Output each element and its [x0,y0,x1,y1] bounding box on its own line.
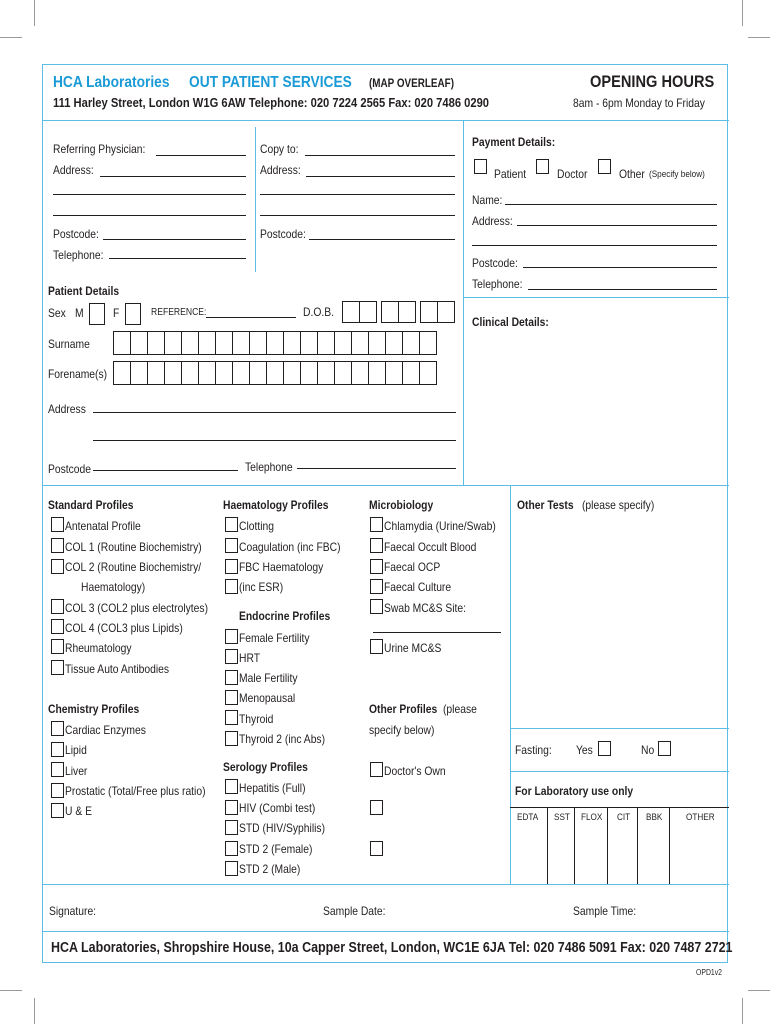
payment-patient-label: Patient [494,167,527,181]
sex-female-label: F [113,306,120,320]
haematology-item: Clotting [239,519,274,533]
referring-physician-field[interactable] [156,155,246,156]
payment-other-checkbox[interactable] [598,159,611,174]
swab-site-field[interactable] [373,632,501,633]
payment-telephone-field[interactable] [528,289,717,290]
standard-item: COL 4 (COL3 plus Lipids) [65,621,183,635]
letter-box[interactable] [215,361,233,385]
referrer-address-label: Address: [53,163,94,177]
copy-address-field-3[interactable] [260,215,455,216]
standard-item: Haematology) [81,580,146,594]
crop-mark [34,0,35,26]
sex-male-label: M [75,306,84,320]
letter-box[interactable] [351,331,369,355]
checkbox[interactable] [370,639,383,654]
lab-col-divider [607,808,608,884]
other-profiles-note: (please [443,702,477,716]
referring-physician-label: Referring Physician: [53,142,146,156]
patient-details-title: Patient Details [48,284,120,298]
clinical-title: Clinical Details: [472,315,549,329]
lab-col-divider [669,808,670,884]
payment-other-note: (Specify below) [649,169,705,180]
patient-telephone-label: Telephone [245,460,293,474]
letter-box[interactable] [266,361,284,385]
payment-name-field[interactable] [505,204,717,205]
microbiology-item: Faecal Occult Blood [384,540,477,554]
letter-box[interactable] [249,361,267,385]
chemistry-item: Liver [65,764,88,778]
microbiology-item: Faecal OCP [384,560,441,574]
letter-box[interactable] [198,361,216,385]
doctors-own-label: Doctor's Own [384,764,446,778]
patient-address-field[interactable] [93,412,456,413]
fasting-no-label: No [641,743,655,757]
payment-address-label: Address: [472,214,513,228]
checkbox[interactable] [225,820,238,835]
checkbox[interactable] [225,559,238,574]
microbiology-title: Microbiology [369,498,434,512]
fasting-yes-label: Yes [576,743,593,757]
lab-col-cit: CIT [617,812,631,823]
serology-profiles-title: Serology Profiles [223,760,308,774]
checkbox[interactable] [225,710,238,725]
serology-item: HIV (Combi test) [239,801,316,815]
letter-box[interactable] [164,361,182,385]
crop-mark [34,998,35,1024]
checkbox[interactable] [51,599,64,614]
microbiology-item: Faecal Culture [384,580,452,594]
lab-col-divider [547,808,548,884]
letter-box[interactable] [368,361,386,385]
endocrine-profiles-title: Endocrine Profiles [239,609,331,623]
letter-box[interactable] [266,331,284,355]
checkbox[interactable] [225,670,238,685]
checkbox[interactable] [370,800,383,815]
header-service: OUT PATIENT SERVICES [189,74,352,91]
referrer-address-field-2[interactable] [53,194,246,195]
payment-divider [463,297,729,298]
sample-time-label: Sample Time: [573,904,637,918]
microbiology-item: Swab MC&S Site: [384,601,467,615]
checkbox[interactable] [370,762,383,777]
checkbox[interactable] [370,538,383,553]
checkbox[interactable] [225,861,238,876]
endocrine-item: HRT [239,651,261,665]
haematology-item: (inc ESR) [239,580,284,594]
copy-address-field[interactable] [306,176,455,177]
payment-address-field-2[interactable] [472,245,717,246]
copy-divider [255,127,256,272]
payment-postcode-label: Postcode: [472,256,518,270]
lab-col-flox: FLOX [581,812,603,823]
referrer-postcode-label: Postcode: [53,227,99,241]
crop-mark [748,990,770,991]
lab-use-table [510,807,729,884]
patient-address-label: Address [48,402,86,416]
letter-box[interactable] [300,361,318,385]
letter-box[interactable] [300,331,318,355]
copy-address-label: Address: [260,163,301,177]
urine-mcs-label: Urine MC&S [384,641,442,655]
dob-year-boxes[interactable] [420,301,454,323]
other-tests-note: (please specify) [582,498,655,512]
checkbox[interactable] [225,779,238,794]
footer-address: HCA Laboratories, Shropshire House, 10a Capper Street, London, WC1E 6JA Tel: 020 7486 5091 Fax: 020 7487 2721 [51,940,733,956]
standard-item: Antenatal Profile [65,519,141,533]
letter-box[interactable] [385,361,403,385]
other-tests-title: Other Tests [517,498,574,512]
crop-mark [0,37,22,38]
letter-box[interactable] [113,361,131,385]
forename-label: Forename(s) [48,367,108,381]
header-map-note: (MAP OVERLEAF) [369,78,454,90]
checkbox[interactable] [370,579,383,594]
other-profiles-title: Other Profiles [369,702,438,716]
letter-box[interactable] [147,331,165,355]
payment-patient-checkbox[interactable] [474,159,487,174]
checkbox[interactable] [370,841,383,856]
column-divider [463,120,464,485]
checkbox[interactable] [225,731,238,746]
letter-box[interactable] [402,331,420,355]
referrer-telephone-label: Telephone: [53,248,104,262]
patient-telephone-field[interactable] [297,468,456,469]
endocrine-item: Thyroid [239,712,274,726]
checkbox[interactable] [225,538,238,553]
endocrine-item: Menopausal [239,691,296,705]
letter-box[interactable] [130,331,148,355]
sex-female-box[interactable] [125,303,141,325]
copy-address-field-2[interactable] [260,194,455,195]
letter-box[interactable] [334,361,352,385]
request-form [42,64,733,963]
checkbox[interactable] [51,721,64,736]
letter-box[interactable] [215,331,233,355]
copy-postcode-field[interactable] [309,239,455,240]
checkbox[interactable] [51,742,64,757]
serology-item: Hepatitis (Full) [239,781,306,795]
reference-label: REFERENCE: [151,307,207,318]
letter-box[interactable] [351,361,369,385]
header-address: 111 Harley Street, London W1G 6AW Telephone: 020 7224 2565 Fax: 020 7486 0290 [53,95,490,110]
endocrine-item: Thyroid 2 (inc Abs) [239,732,326,746]
fasting-no-checkbox[interactable] [658,741,671,756]
checkbox[interactable] [225,517,238,532]
standard-profiles-title: Standard Profiles [48,498,134,512]
lab-col-other: OTHER [686,812,715,823]
chemistry-item: U & E [65,804,92,818]
haematology-item: Coagulation (inc FBC) [239,540,341,554]
fasting-divider [510,771,729,772]
letter-box[interactable] [385,331,403,355]
letter-box[interactable] [249,331,267,355]
letter-box[interactable] [232,331,250,355]
microbiology-item: Chlamydia (Urine/Swab) [384,519,496,533]
serology-item: STD 2 (Female) [239,842,313,856]
letter-box[interactable] [130,361,148,385]
endocrine-item: Female Fertility [239,631,310,645]
payment-name-label: Name: [472,193,503,207]
letter-box[interactable] [283,331,301,355]
sex-male-box[interactable] [89,303,105,325]
checkbox[interactable] [225,800,238,815]
copy-postcode-label: Postcode: [260,227,306,241]
checkbox[interactable] [370,559,383,574]
checkbox[interactable] [51,783,64,798]
payment-title: Payment Details: [472,135,556,149]
patient-address-field-2[interactable] [93,440,456,441]
payment-telephone-label: Telephone: [472,277,523,291]
letter-box[interactable] [181,331,199,355]
haematology-item: FBC Haematology [239,560,324,574]
checkbox[interactable] [370,599,383,614]
referrer-postcode-field[interactable] [103,239,246,240]
serology-item: STD 2 (Male) [239,862,301,876]
letter-box[interactable] [402,361,420,385]
payment-postcode-field[interactable] [523,267,717,268]
lab-col-edta: EDTA [517,812,539,823]
chemistry-profiles-title: Chemistry Profiles [48,702,140,716]
copy-to-label: Copy to: [260,142,299,156]
letter-box[interactable] [198,331,216,355]
surname-label: Surname [48,337,90,351]
letter-box[interactable] [181,361,199,385]
payment-address-field[interactable] [517,225,717,226]
checkbox[interactable] [51,762,64,777]
serology-item: STD (HIV/Syphilis) [239,821,326,835]
lab-col-bbk: BBK [646,812,663,823]
chemistry-item: Lipid [65,743,87,757]
checkbox[interactable] [51,639,64,654]
crop-mark [742,998,743,1024]
opening-hours-text: 8am - 6pm Monday to Friday [573,96,705,110]
endocrine-item: Male Fertility [239,671,298,685]
standard-item: COL 2 (Routine Biochemistry/ [65,560,202,574]
fasting-label: Fasting: [515,743,552,757]
surname-boxes[interactable] [113,331,436,355]
dob-day-boxes[interactable] [342,301,376,323]
lab-use-title: For Laboratory use only [515,784,634,798]
section-divider [43,485,729,486]
lab-col-sst: SST [554,812,570,823]
letter-box[interactable] [283,361,301,385]
letter-box[interactable] [232,361,250,385]
letter-box[interactable] [113,331,131,355]
lab-col-divider [574,808,575,884]
sample-date-label: Sample Date: [323,904,386,918]
other-profiles-note-2: specify below) [369,723,435,737]
fasting-yes-checkbox[interactable] [598,741,611,756]
letter-box[interactable] [147,361,165,385]
chemistry-item: Prostatic (Total/Free plus ratio) [65,784,206,798]
checkbox[interactable] [225,841,238,856]
letter-box[interactable] [419,331,437,355]
chemistry-item: Cardiac Enzymes [65,723,146,737]
opening-hours-title: OPENING HOURS [590,72,715,91]
checkbox[interactable] [51,538,64,553]
reference-field[interactable] [206,317,296,318]
dob-label: D.O.B. [303,305,334,319]
standard-item: COL 3 (COL2 plus electrolytes) [65,601,209,615]
signature-divider [43,884,729,885]
checkbox[interactable] [51,660,64,675]
checkbox[interactable] [51,517,64,532]
checkbox[interactable] [51,803,64,818]
copy-to-field[interactable] [305,155,455,156]
patient-postcode-field[interactable] [93,470,238,471]
checkbox[interactable] [225,690,238,705]
payment-doctor-label: Doctor [557,167,588,181]
standard-item: COL 1 (Routine Biochemistry) [65,540,202,554]
payment-other-label: Other [619,167,645,181]
letter-box[interactable] [317,331,335,355]
crop-mark [748,37,770,38]
crop-mark [742,0,743,26]
checkbox[interactable] [370,517,383,532]
letter-box[interactable] [334,331,352,355]
letter-box[interactable] [164,331,182,355]
crop-mark [0,990,22,991]
referrer-telephone-field[interactable] [109,258,246,259]
letter-box[interactable] [317,361,335,385]
checkbox[interactable] [225,629,238,644]
letter-box[interactable] [419,361,437,385]
sex-label: Sex [48,306,66,320]
lab-col-divider [637,808,638,884]
checkbox[interactable] [225,579,238,594]
payment-doctor-checkbox[interactable] [536,159,549,174]
dob-month-boxes[interactable] [381,301,415,323]
standard-item: Rheumatology [65,641,132,655]
forename-boxes[interactable] [113,361,436,385]
checkbox[interactable] [51,619,64,634]
other-tests-divider [510,728,729,729]
form-code: OPD1v2 [696,968,723,977]
footer-divider [43,931,729,932]
referrer-address-field[interactable] [100,176,246,177]
patient-postcode-label: Postcode [48,462,92,476]
header-brand: HCA Laboratories [53,74,170,91]
letter-box[interactable] [368,331,386,355]
referrer-address-field-3[interactable] [53,215,246,216]
haematology-profiles-title: Haematology Profiles [223,498,329,512]
header-divider [43,120,729,121]
checkbox[interactable] [225,649,238,664]
signature-label: Signature: [49,904,97,918]
checkbox[interactable] [51,559,64,574]
standard-item: Tissue Auto Antibodies [65,662,170,676]
